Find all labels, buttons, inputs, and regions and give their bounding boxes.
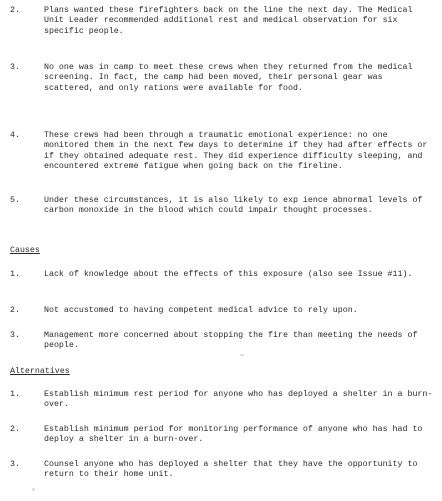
- list-item: [10, 270, 436, 280]
- item-text: No one was in camp to meet these crews when they returned from the medical screening. In fact, the camp had been moved, their personal gear was scattered, and only rations were available for food.: [44, 63, 413, 93]
- scan-speck: [240, 354, 244, 356]
- list-item: [10, 6, 436, 37]
- item-text: Plans wanted these firefighters back on the line the next day. The Medical Unit Leader recommended additional rest and medical observation for six specific people.: [44, 6, 413, 36]
- item-text: Under these circumstances, it is also likely to exp ience abnormal levels of carbon monoxide in the blood which could impair thought processes.: [44, 196, 423, 216]
- causes-heading: Causes: [10, 246, 40, 255]
- item-number: 4.: [10, 131, 20, 140]
- list-item: [10, 460, 436, 481]
- item-text: Management more concerned about stopping the fire than meeting the needs of people.: [44, 331, 418, 351]
- item-number: 2.: [10, 6, 20, 15]
- scan-speck: [32, 488, 35, 491]
- list-item: [10, 131, 436, 173]
- item-number: 5.: [10, 196, 20, 205]
- item-number: 3.: [10, 63, 20, 72]
- item-number: 3.: [10, 331, 20, 340]
- list-item: [10, 425, 436, 446]
- list-item: [10, 390, 436, 411]
- item-number: 2.: [10, 306, 20, 315]
- item-number: 2.: [10, 425, 20, 434]
- item-text: Not accustomed to having competent medical advice to rely upon.: [44, 306, 358, 315]
- list-item: [10, 63, 436, 94]
- item-number: 3.: [10, 460, 20, 469]
- item-text: Counsel anyone who has deployed a shelter that they have the opportunity to return to their home unit.: [44, 460, 418, 480]
- item-text: These crews had been through a traumatic emotional experience: no one monitored them in the next few days to determine if they had after effects or if they obtained adequate rest. They did experience difficulty sleeping, and encountered extreme fatigue when going back on the fireline.: [44, 131, 428, 172]
- alternatives-heading: Alternatives: [10, 367, 70, 376]
- item-number: 1.: [10, 270, 20, 279]
- item-text: Lack of knowledge about the effects of this exposure (also see Issue #11).: [44, 270, 413, 279]
- list-item: [10, 331, 436, 352]
- item-text: Establish minimum period for monitoring performance of anyone who has had to deploy a shelter in a burn-over.: [44, 425, 423, 445]
- item-text: Establish minimum rest period for anyone who has deployed a shelter in a burn-over.: [44, 390, 433, 410]
- list-item: [10, 306, 436, 316]
- list-item: [10, 196, 436, 217]
- item-number: 1.: [10, 390, 20, 399]
